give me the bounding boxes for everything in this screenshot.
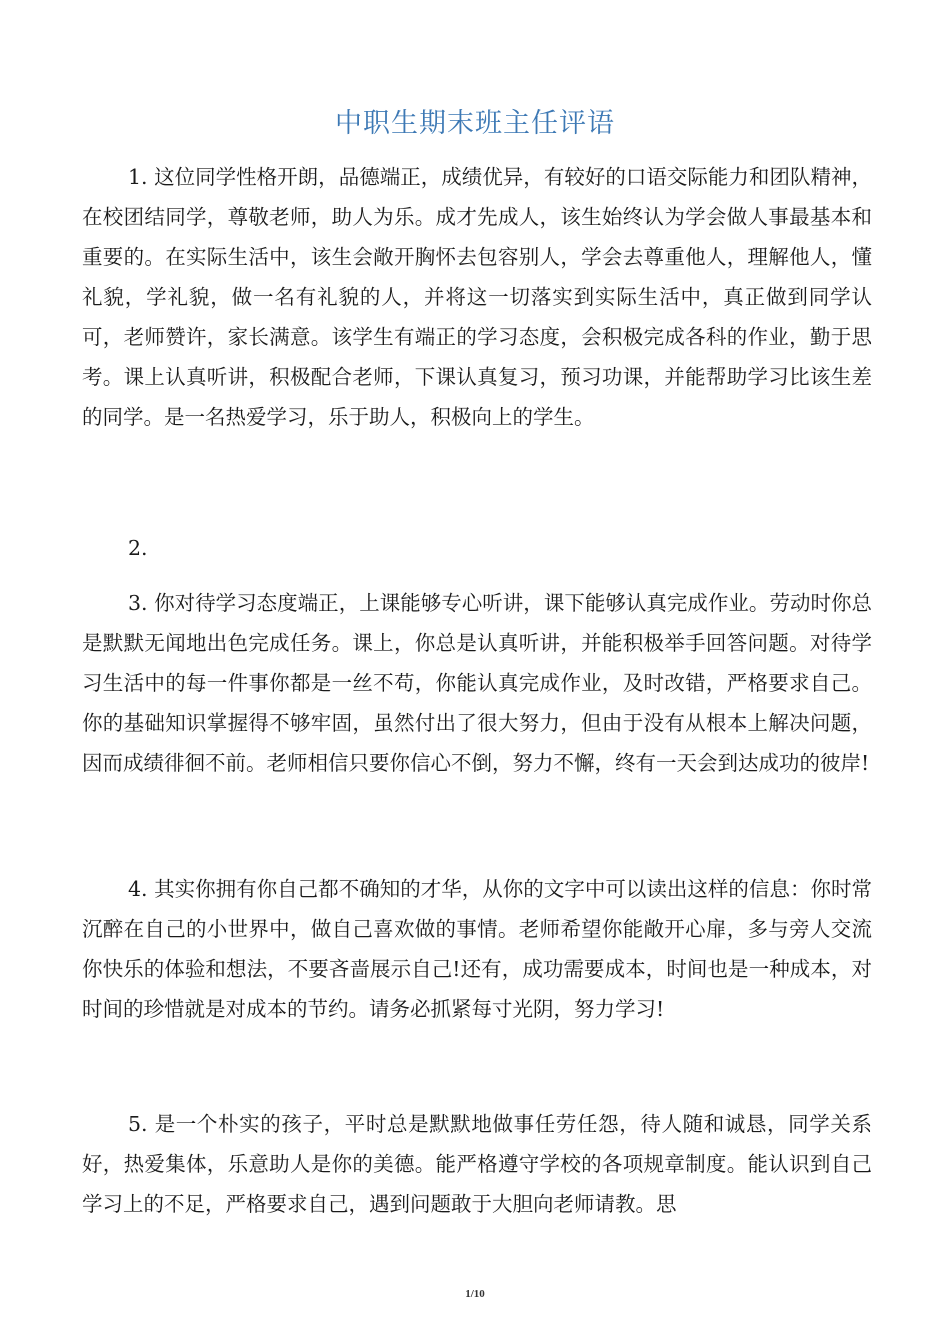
comment-paragraph-3: 3. 你对待学习态度端正，上课能够专心听讲，课下能够认真完成作业。劳动时你总是默默无闻地出色完成任务。课上，你总是认真听讲，并能积极举手回答问题。对待学习生活中的每一件事你都是一丝不苟，你能认真完成作业，及时改错，严格要求自己。你的基础知识掌握得不够牢固，虽然付出了很大努力，但由于没有从根本上解决问题，因而成绩徘徊不前。老师相信只要你信心不倒，努力不懈，终有一天会到达成功的彼岸!: [82, 591, 872, 775]
comment-paragraph-2: 2.: [128, 536, 148, 560]
comment-paragraph-1: 1. 这位同学性格开朗，品德端正，成绩优异，有较好的口语交际能力和团队精神，在校团结同学，尊敬老师，助人为乐。成才先成人，该生始终认为学会做人事最基本和重要的。在实际生活中，该生会敞开胸怀去包容别人，学会去尊重他人，理解他人，懂礼貌，学礼貌，做一名有礼貌的人，并将这一切落实到实际生活中，真正做到同学认可，老师赞许，家长满意。该学生有端正的学习态度，会积极完成各科的作业，勤于思考。课上认真听讲，积极配合老师，下课认真复习，预习功课，并能帮助学习比该生差的同学。是一名热爱学习，乐于助人，积极向上的学生。: [82, 165, 872, 429]
page-number: 1/10: [465, 1288, 485, 1300]
comment-paragraph-4: 4. 其实你拥有你自己都不确知的才华，从你的文字中可以读出这样的信息：你时常沉醉在自己的小世界中，做自己喜欢做的事情。老师希望你能敞开心扉，多与旁人交流你快乐的体验和想法，不要吝啬展示自己!还有，成功需要成本，时间也是一种成本，对时间的珍惜就是对成本的节约。请务必抓紧每寸光阴，努力学习!: [82, 877, 872, 1021]
document-title: 中职生期末班主任评语: [335, 108, 615, 139]
comment-paragraph-5: 5. 是一个朴实的孩子，平时总是默默地做事任劳任怨，待人随和诚恳，同学关系好，热爱集体，乐意助人是你的美德。能严格遵守学校的各项规章制度。能认识到自己学习上的不足，严格要求自己，遇到问题敢于大胆向老师请教。思: [82, 1112, 872, 1216]
